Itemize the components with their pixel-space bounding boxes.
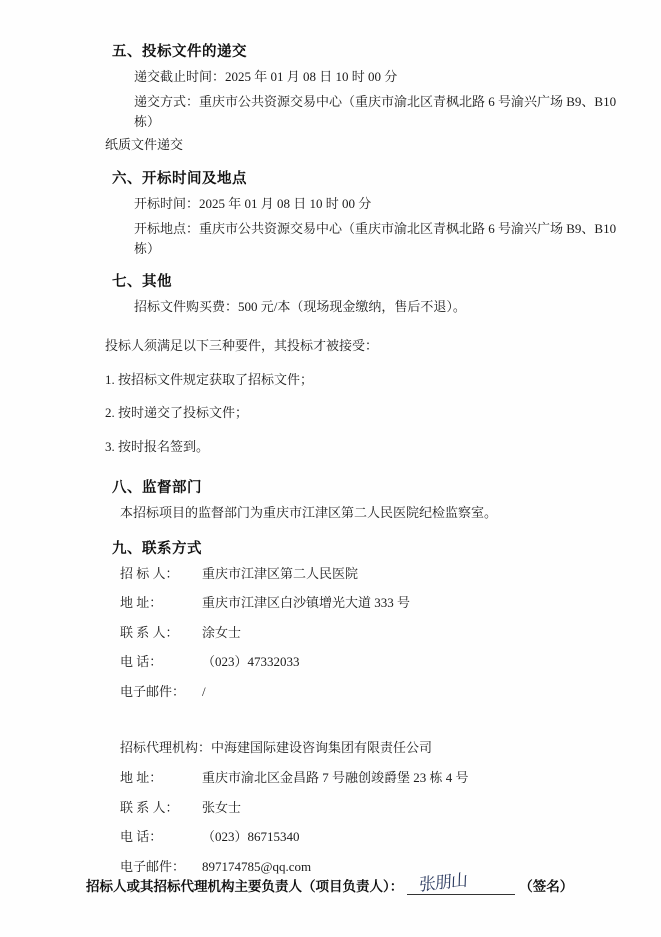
contact-label: 电 话： <box>120 829 163 845</box>
contact-value: 重庆市江津区白沙镇增光大道 333 号 <box>202 595 411 611</box>
handwritten-signature: 张朋山 <box>418 870 468 895</box>
signature-field[interactable] <box>407 870 515 895</box>
contact-row <box>34 827 627 847</box>
section-heading-8: 八、监督部门 <box>112 480 202 497</box>
contact-label: 电 话： <box>120 654 163 670</box>
contact-value: （023）47332033 <box>202 654 300 670</box>
contact-row <box>34 593 627 613</box>
contact-value: 897174785@qq.com <box>202 858 312 874</box>
tenderer-contact-block <box>34 564 627 702</box>
signature-prefix: 招标人或其招标代理机构主要负责人（项目负责人）： <box>86 879 404 895</box>
contact-row <box>34 623 627 643</box>
requirement-item-3: 3. 按时报名签到。 <box>105 438 210 454</box>
section-heading-7: 七、其他 <box>112 273 172 290</box>
contact-label: 联 系 人： <box>120 799 179 815</box>
requirement-item-1: 1. 按招标文件规定获取了招标文件； <box>105 371 314 387</box>
contact-value: （023）86715340 <box>202 829 300 845</box>
section-heading-5: 五、投标文件的递交 <box>112 44 247 60</box>
contact-label: 联 系 人： <box>120 624 179 640</box>
contact-value: 重庆市渝北区金昌路 7 号融创竣爵堡 23 栋 4 号 <box>202 770 469 786</box>
section-5-line-1: 递交截止时间：2025 年 01 月 08 日 10 时 00 分 <box>134 69 398 84</box>
spacer <box>34 711 627 737</box>
spacer <box>34 322 627 336</box>
contact-row <box>34 768 627 788</box>
spacer <box>34 527 627 537</box>
section-heading-6: 六、开标时间及地点 <box>112 170 247 187</box>
section-6-line-1: 开标时间：2025 年 01 月 08 日 10 时 00 分 <box>134 195 372 211</box>
contact-value: 涂女士 <box>202 624 242 640</box>
signature-suffix: （签名） <box>519 879 574 895</box>
contact-value: 张女士 <box>202 799 242 815</box>
supervision-text: 本招标项目的监督部门为重庆市江津区第二人民医院纪检监察室。 <box>120 505 498 521</box>
contact-label: 电子邮件： <box>120 858 186 874</box>
requirement-intro: 投标人须满足以下三种要件，其投标才被接受： <box>105 338 379 354</box>
section-5-line-3: 纸质文件递交 <box>105 137 184 153</box>
contact-row <box>34 798 627 818</box>
section-heading-9: 九、联系方式 <box>112 540 202 557</box>
contact-label: 地 址： <box>120 595 163 611</box>
section-7-line-1: 招标文件购买费：500 元/本（现场现金缴纳，售后不退）。 <box>134 298 466 314</box>
contact-row <box>34 564 627 584</box>
section-5-line-2: 递交方式：重庆市公共资源交易中心（重庆市渝北区青枫北路 6 号渝兴广场 B9、B10 栋） <box>134 94 617 130</box>
agency-contact-block <box>34 737 627 876</box>
contact-row <box>34 682 627 702</box>
section-6-line-2: 开标地点：重庆市公共资源交易中心（重庆市渝北区青枫北路 6 号渝兴广场 B9、B10 栋） <box>134 220 617 256</box>
contact-label: 电子邮件： <box>120 683 186 699</box>
contact-value: / <box>202 683 206 699</box>
contact-value: 重庆市江津区第二人民医院 <box>202 565 359 581</box>
contact-label: 招 标 人： <box>120 565 179 581</box>
agency-title: 招标代理机构：中海建国际建设咨询集团有限责任公司 <box>120 740 433 756</box>
signature-footer <box>0 870 661 895</box>
contact-label: 地 址： <box>120 770 163 786</box>
requirement-item-2: 2. 按时递交了投标文件； <box>105 405 249 421</box>
contact-row <box>34 652 627 672</box>
